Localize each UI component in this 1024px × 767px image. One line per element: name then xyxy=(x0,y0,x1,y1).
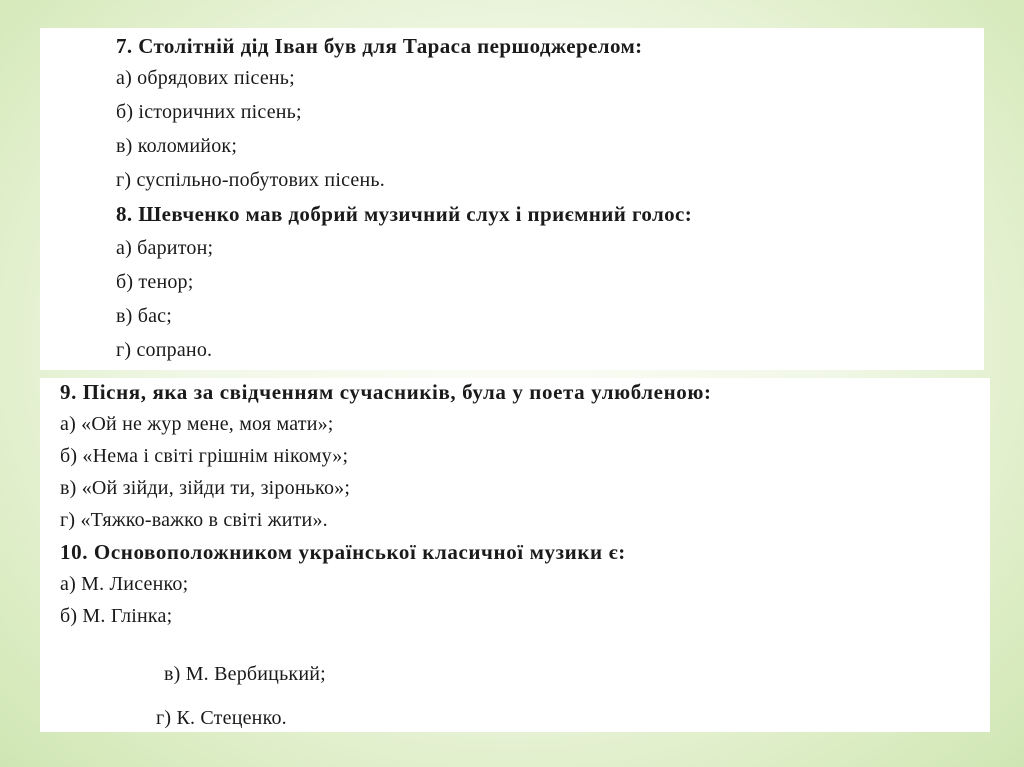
question-8: 8. Шевченко мав добрий музичний слух і приємний голос: xyxy=(116,202,693,226)
question-7-option-d: г) суспільно-побутових пісень. xyxy=(116,169,385,191)
question-8-option-a: а) баритон; xyxy=(116,237,214,259)
question-9-option-a: а) «Ой не жур мене, моя мати»; xyxy=(60,413,334,435)
question-9-option-d: г) «Тяжко-важко в світі жити». xyxy=(60,509,328,531)
question-7-option-b: б) історичних пісень; xyxy=(116,101,302,123)
question-7-option-a: а) обрядових пісень; xyxy=(116,67,295,89)
question-9-option-b: б) «Нема і світі грішнім нікому»; xyxy=(60,445,349,467)
question-10-option-a: а) М. Лисенко; xyxy=(60,573,189,595)
question-9: 9. Пісня, яка за свідченням сучасників, була у поета улюбленою: xyxy=(60,380,712,404)
test-page-2 xyxy=(40,378,990,732)
question-10-option-d: г) К. Стеценко. xyxy=(156,707,287,729)
question-10-option-c: в) М. Вербицький; xyxy=(164,663,326,685)
question-8-option-c: в) бас; xyxy=(116,305,172,327)
question-9-option-c: в) «Ой зійди, зійди ти, зіронько»; xyxy=(60,477,351,499)
test-page-1 xyxy=(40,28,984,370)
question-7: 7. Столітній дід Іван був для Тараса першоджерелом: xyxy=(116,34,643,58)
question-10-option-b: б) М. Глінка; xyxy=(60,605,173,627)
question-8-option-d: г) сопрано. xyxy=(116,339,213,361)
question-10: 10. Основоположником української класичної музики є: xyxy=(60,540,626,564)
question-7-option-c: в) коломийок; xyxy=(116,135,238,157)
question-8-option-b: б) тенор; xyxy=(116,271,194,293)
